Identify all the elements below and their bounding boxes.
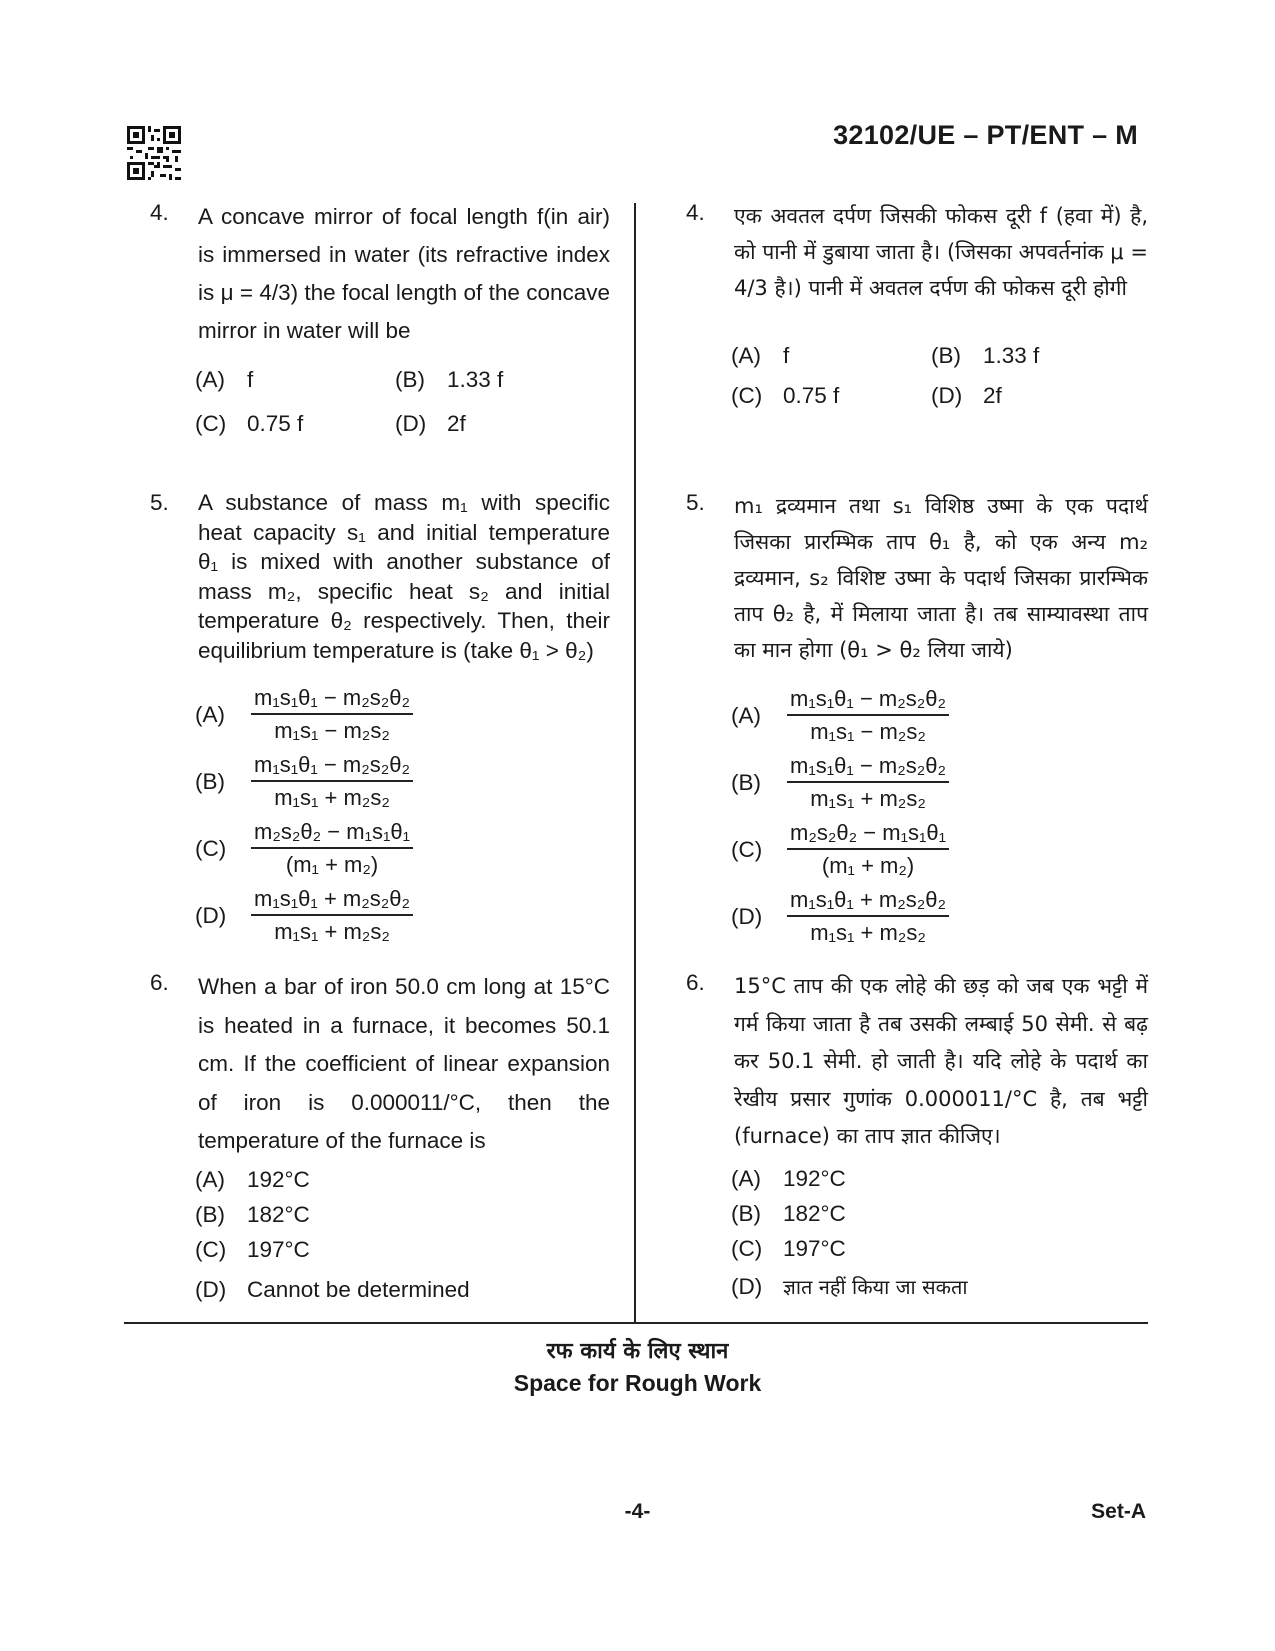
option-d[interactable]: (D) $\frac{\text{m₁s₁θ₁ + m₂s₂θ₂}}{\text{m₁s₁ + m₂s₂}}$ [731,883,1148,950]
options [195,358,610,446]
option-c[interactable]: (C) $\frac{\text{m₂s₂θ₂ − m₁s₁θ₁}}{\text{(m₁ + m₂)}}$ [731,816,1148,883]
question-number: 4. [686,200,705,225]
option-b[interactable]: (B) 182°C [731,1201,846,1226]
options [195,1163,610,1312]
question-4 [150,198,610,446]
option-d[interactable]: (D) Cannot be determined [195,1276,470,1302]
option-d[interactable]: (D) $\frac{\text{m₁s₁θ₁ + m₂s₂θ₂}}{\text{m₁s₁ + m₂s₂}}$ [195,882,610,949]
question-5 [150,488,610,949]
option-b[interactable]: (B) 182°C [195,1202,310,1227]
option-a[interactable]: (A) $\frac{\text{m₁s₁θ₁ − m₂s₂θ₂}}{\text{m₁s₁ − m₂s₂}}$ [731,682,1148,749]
fraction: $\frac{\text{m₁s₁θ₁ + m₂s₂θ₂}}{\text{m₁s₁ + m₂s₂}}$ [787,887,949,946]
option-a[interactable]: (A) 192°C [731,1166,846,1191]
option-b[interactable]: (B) $\frac{\text{m₁s₁θ₁ − m₂s₂θ₂}}{\text{m₁s₁ + m₂s₂}}$ [731,749,1148,816]
question-text: A concave mirror of focal length f(in air) is immersed in water (its refractive index is μ = 4/3) the focal length of the concave mirror in water will be [198,204,610,343]
option-b[interactable]: (B) 1.33 f [931,343,1040,368]
question-text: m₁ द्रव्यमान तथा s₁ विशिष्ठ उष्मा के एक पदार्थ जिसका प्रारम्भिक ताप θ₁ है, को एक अन्य m₂ द्रव्यमान, s₂ विशिष्ट उष्मा के पदार्थ जिसका प्रारम्भिक ताप θ₂ है, में मिलाया जाता है। तब साम्यावस्था ताप का मान होगा (θ₁ > θ₂ लिया जाये) [734,494,1148,662]
question-number: 6. [150,970,169,995]
fraction: $\frac{\text{m₂s₂θ₂ − m₁s₁θ₁}}{\text{(m₁ + m₂)}}$ [787,820,949,879]
option-c[interactable]: (C) 0.75 f [195,411,304,436]
option-c[interactable]: (C) 0.75 f [731,383,840,408]
column-divider [634,203,636,1323]
fraction: $\frac{\text{m₁s₁θ₁ − m₂s₂θ₂}}{\text{m₁s₁ − m₂s₂}}$ [251,685,413,744]
rough-work-heading: Space for Rough Work [513,1370,762,1396]
horizontal-rule [124,1322,1148,1324]
question-5 [686,488,1148,950]
fraction: $\frac{\text{m₂s₂θ₂ − m₁s₁θ₁}}{\text{(m₁ + m₂)}}$ [251,819,413,878]
qr-code-icon [127,126,181,180]
option-d[interactable]: (D) 2f [395,411,466,436]
option-c[interactable]: (C) 197°C [731,1236,846,1261]
options [731,1162,1148,1307]
options [731,682,1148,950]
paper-code: 32102/UE – PT/ENT – M [833,120,1138,150]
option-d[interactable]: (D) ज्ञात नहीं किया जा सकता [731,1273,968,1299]
question-4 [686,198,1148,416]
question-text: 15°C ताप की एक लोहे की छड़ को जब एक भट्टी में गर्म किया जाता है तब उसकी लम्बाई 50 सेमी. से बढ़ कर 50.1 सेमी. हो जाती है। यदि लोहे के पदार्थ का रेखीय प्रसार गुणांक 0.000011/°C है, तब भट्टी (furnace) का ताप ज्ञात कीजिए। [734,974,1148,1148]
question-6 [150,968,610,1312]
option-b[interactable]: (B) $\frac{\text{m₁s₁θ₁ − m₂s₂θ₂}}{\text{m₁s₁ + m₂s₂}}$ [195,748,610,815]
option-c[interactable]: (C) $\frac{\text{m₂s₂θ₂ − m₁s₁θ₁}}{\text{(m₁ + m₂)}}$ [195,815,610,882]
options [195,681,610,949]
option-a[interactable]: (A) 192°C [195,1167,310,1192]
fraction: $\frac{\text{m₁s₁θ₁ − m₂s₂θ₂}}{\text{m₁s₁ − m₂s₂}}$ [787,686,949,745]
question-number: 5. [686,490,705,515]
question-number: 5. [150,490,169,515]
question-number: 6. [686,970,705,995]
question-6 [686,968,1148,1307]
set-label: Set-A [1091,1500,1146,1523]
option-c[interactable]: (C) 197°C [195,1237,310,1262]
question-text: When a bar of iron 50.0 cm long at 15°C is heated in a furnace, it becomes 50.1 cm. If the coefficient of linear expansion of iron is 0.000011/°C, then the temperature of the furnace is [198,974,610,1153]
option-a[interactable]: (A) f [731,343,790,368]
option-a[interactable]: (A) f [195,367,254,392]
option-a[interactable]: (A) $\frac{\text{m₁s₁θ₁ − m₂s₂θ₂}}{\text{m₁s₁ − m₂s₂}}$ [195,681,610,748]
option-b[interactable]: (B) 1.33 f [395,367,504,392]
fraction: $\frac{\text{m₁s₁θ₁ − m₂s₂θ₂}}{\text{m₁s₁ + m₂s₂}}$ [787,753,949,812]
fraction: $\frac{\text{m₁s₁θ₁ − m₂s₂θ₂}}{\text{m₁s₁ + m₂s₂}}$ [251,752,413,811]
question-text: एक अवतल दर्पण जिसकी फोकस दूरी f (हवा में) है, को पानी में डुबाया जाता है। (जिसका अपवर्तनांक μ = 4/3 है।) पानी में अवतल दर्पण की फोकस दूरी होगी [734,204,1148,300]
fraction: $\frac{\text{m₁s₁θ₁ + m₂s₂θ₂}}{\text{m₁s₁ + m₂s₂}}$ [251,886,413,945]
question-text: A substance of mass m₁ with specific heat capacity s₁ and initial temperature θ₁ is mixed with another substance of mass m₂, specific heat s₂ and initial temperature θ₂ respectively. Then, their equilibrium temperature is (take θ₁ > θ₂) [198,490,610,663]
question-number: 4. [150,200,169,225]
options [731,336,1148,416]
rough-work-heading-hindi: रफ कार्य के लिए स्थान [546,1339,729,1364]
option-d[interactable]: (D) 2f [931,383,1002,408]
page-number: -4- [624,1500,651,1523]
